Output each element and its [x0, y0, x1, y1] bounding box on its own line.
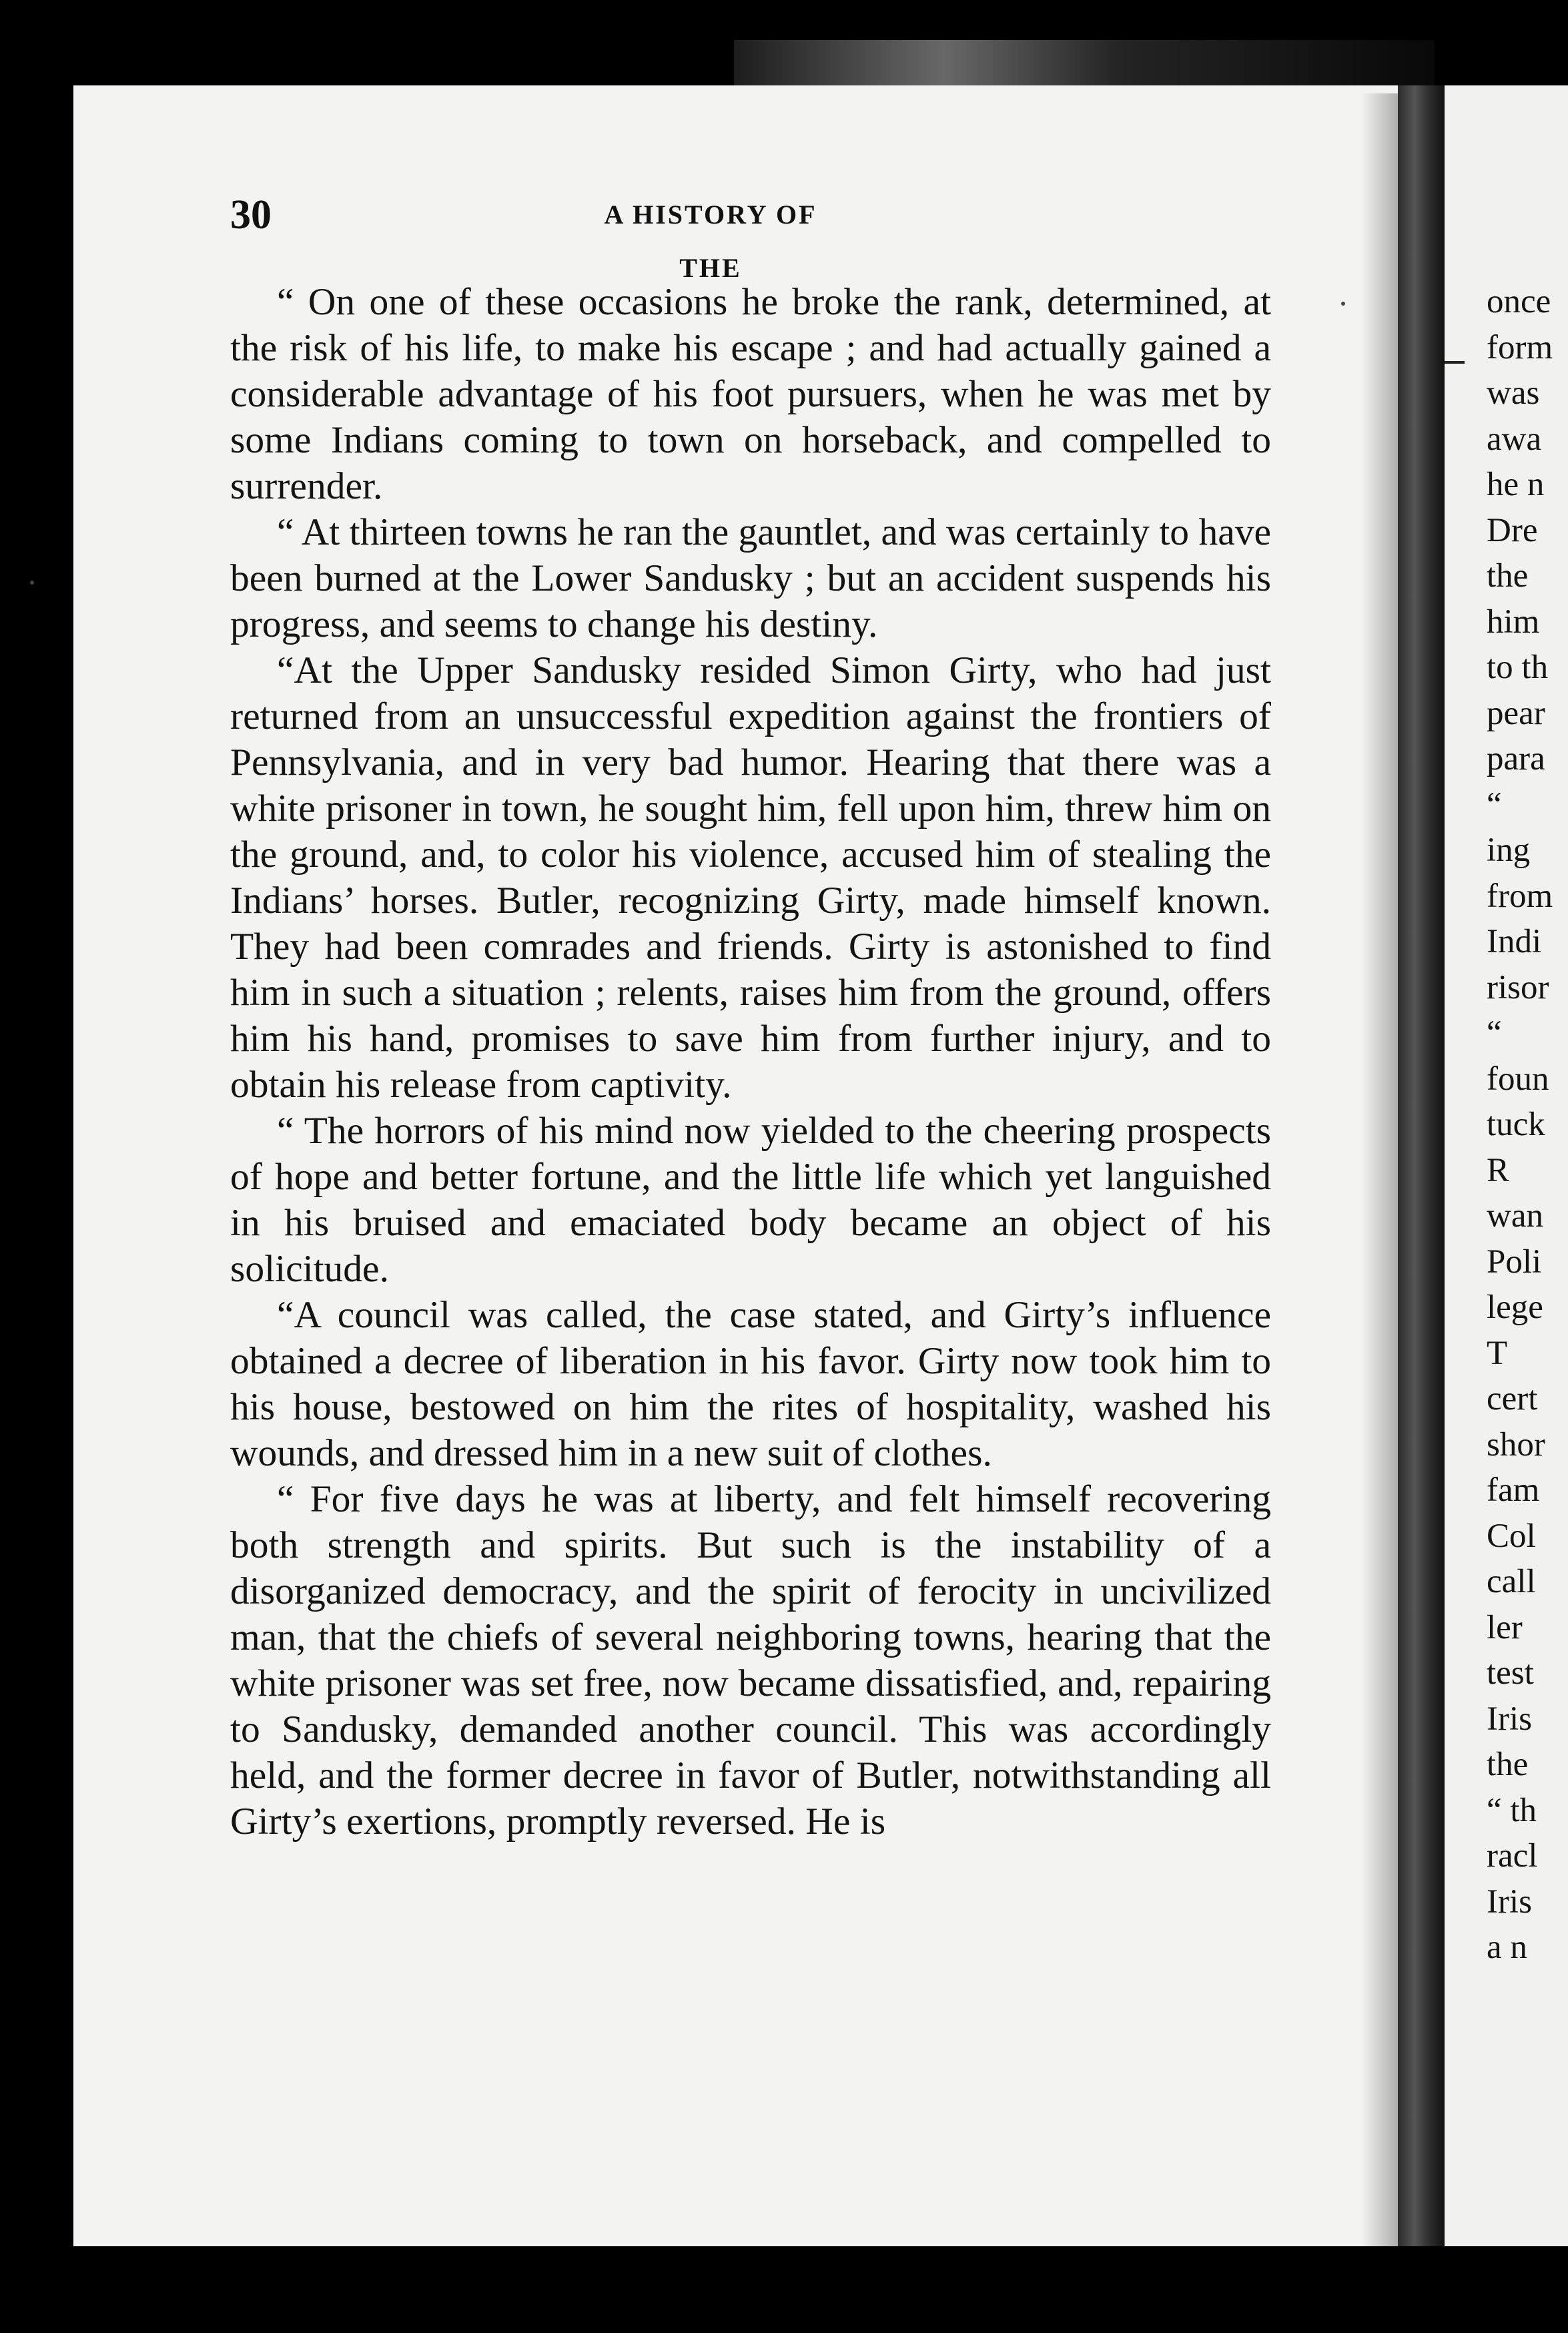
right-line: a n	[1487, 1929, 1527, 1966]
right-line: “ th	[1487, 1791, 1537, 1829]
paragraph: “ The horrors of his mind now yielded to the cheering prospects of hope and better fortune, and the little life which yet languished in his bruised and emaciated body became an object of his solicitude.	[230, 1110, 1271, 1290]
right-line: Iris	[1487, 1883, 1532, 1921]
right-line: para	[1487, 740, 1545, 777]
right-line: Iris	[1487, 1700, 1532, 1738]
right-line: foun	[1487, 1060, 1549, 1098]
margin-mark	[1445, 361, 1465, 364]
right-line: he n	[1487, 466, 1545, 503]
right-line: to th	[1487, 649, 1549, 686]
right-line: racl	[1487, 1837, 1538, 1875]
right-line: “	[1487, 785, 1502, 823]
right-line: risor	[1487, 968, 1549, 1006]
right-line: the	[1487, 557, 1529, 595]
paragraph: “ On one of these occasions he broke the rank, determined, at the risk of his life, to make his escape ; and had actually gained a considerable advantage of his foot pursuers, when he was met by some Indians coming to town on horseback, and compelled to surrender.	[230, 281, 1271, 507]
right-line: the	[1487, 1746, 1529, 1783]
right-line: ler	[1487, 1608, 1523, 1646]
right-line: ing	[1487, 831, 1531, 869]
right-line: awa	[1487, 420, 1542, 458]
page-number: 30	[230, 192, 272, 238]
right-line: R	[1487, 1151, 1510, 1189]
paragraph: “At the Upper Sandusky resided Simon Girty, who had just returned from an unsuccessful expedition against the frontiers of Pennsylvania, and in very bad humor. Hearing that there was a white prisoner in town, he sought him, fell upon him, threw him on the ground, and, to color his violence, accused him of stealing the Indians’ horses. Butler, recognizing Girty, made himself known. They had been comrades and friends. Girty is astonished to find him in such a situation ; relents, raises him from the ground, offers him his hand, promises to save him from further injury, and to obtain his release from captivity.	[230, 649, 1271, 1106]
right-line: cert	[1487, 1380, 1538, 1417]
right-line: form	[1487, 328, 1553, 366]
book-gutter	[1398, 85, 1445, 2246]
right-line: Col	[1487, 1517, 1536, 1555]
right-line: pear	[1487, 694, 1545, 732]
right-page-text	[1487, 279, 1568, 1971]
right-line: from	[1487, 877, 1553, 915]
scan-top-shadow	[734, 40, 1435, 87]
right-line: fam	[1487, 1471, 1540, 1509]
right-line: Indi	[1487, 923, 1542, 960]
right-line: test	[1487, 1654, 1534, 1692]
right-line: lege	[1487, 1289, 1543, 1326]
running-head: A HISTORY OF THE	[604, 200, 817, 283]
scan-speck	[1341, 302, 1345, 306]
right-line: shor	[1487, 1425, 1545, 1463]
page-header	[230, 188, 1278, 283]
right-line: Poli	[1487, 1243, 1542, 1281]
right-line: “	[1487, 1014, 1502, 1052]
right-line: him	[1487, 603, 1540, 641]
paragraph: “ For five days he was at liberty, and felt himself recovering both strength and spirits. But such is the instability of a disorganized democracy, and the spirit of ferocity in uncivilized man, that the chiefs of several neighboring towns, hearing that the white prisoner was set free, now became dissatisfied, and, repairing to Sandusky, demanded another council. This was accordingly held, and the former decree in favor of Butler, notwithstanding all Girty’s exertions, promptly reversed. He is	[230, 1478, 1271, 1843]
paragraph: “ At thirteen towns he ran the gauntlet, and was certainly to have been burned at the Lower Sandusky ; but an accident suspends his progress, and seems to change his destiny.	[230, 511, 1271, 645]
right-line: call	[1487, 1563, 1536, 1600]
body-text	[230, 279, 1271, 1845]
scan-speck	[30, 581, 34, 585]
right-line: once	[1487, 283, 1551, 320]
right-line: tuck	[1487, 1106, 1545, 1143]
right-line: T	[1487, 1334, 1508, 1372]
paragraph: “A council was called, the case stated, and Girty’s influence obtained a decree of liberation in his favor. Girty now took him to his house, bestowed on him the rites of hospitality, washed his wounds, and dressed him in a new suit of clothes.	[230, 1294, 1271, 1474]
right-line: wan	[1487, 1197, 1543, 1235]
right-page	[1445, 85, 1568, 2246]
right-line: was	[1487, 374, 1540, 412]
right-line: Dre	[1487, 511, 1538, 549]
